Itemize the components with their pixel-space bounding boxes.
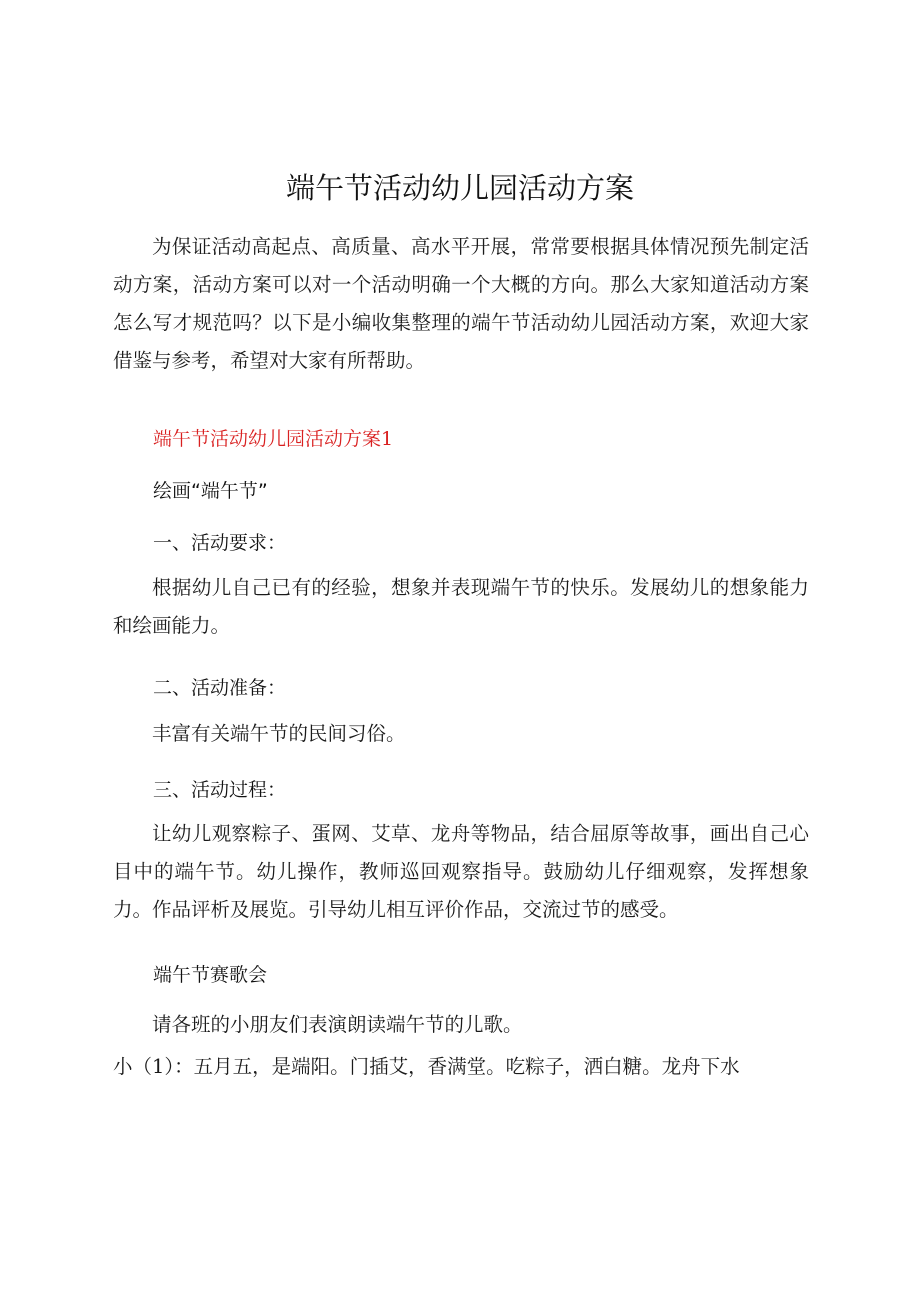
activity-subtitle: 绘画“端午节”: [153, 480, 268, 502]
preparation-heading: 二、活动准备：: [153, 677, 287, 699]
process-heading: 三、活动过程：: [153, 779, 287, 801]
section-heading-text: 端午节活动幼儿园活动方案: [153, 428, 382, 450]
song-contest-heading: 端午节赛歌会: [153, 964, 268, 986]
song-contest-text: 请各班的小朋友们表演朗读端午节的儿歌。: [152, 1013, 523, 1036]
intro-paragraph: 为保证活动高起点、高质量、高水平开展，常常要根据具体情况预先制定活动方案，活动方案可以对一个活动明确一个大概的方向。那么大家知道活动方案怎么写才规范吗？以下是小编收集整理的端午节活动幼儿园活动方案，欢迎大家借鉴与参考，希望对大家有所帮助。: [113, 235, 809, 372]
process-text: 让幼儿观察粽子、蛋网、艾草、龙舟等物品，结合屈原等故事，画出自己心目中的端午节。幼儿操作，教师巡回观察指导。鼓励幼儿仔细观察，发挥想象力。作品评析及展览。引导幼儿相互评价作品，交流过节的感受。: [113, 822, 809, 921]
requirements-text: 根据幼儿自己已有的经验，想象并表现端午节的快乐。发展幼儿的想象能力和绘画能力。: [113, 576, 809, 637]
preparation-text: 丰富有关端午节的民间习俗。: [152, 722, 406, 745]
rhyme-text: 小（1）：五月五，是端阳。门插艾，香满堂。吃粽子，洒白糖。龙舟下水: [113, 1055, 740, 1078]
section-heading-number: 1: [381, 428, 394, 450]
requirements-heading: 一、活动要求：: [153, 532, 287, 554]
section-heading: [153, 424, 393, 451]
document-title: 端午节活动幼儿园活动方案: [285, 171, 634, 205]
